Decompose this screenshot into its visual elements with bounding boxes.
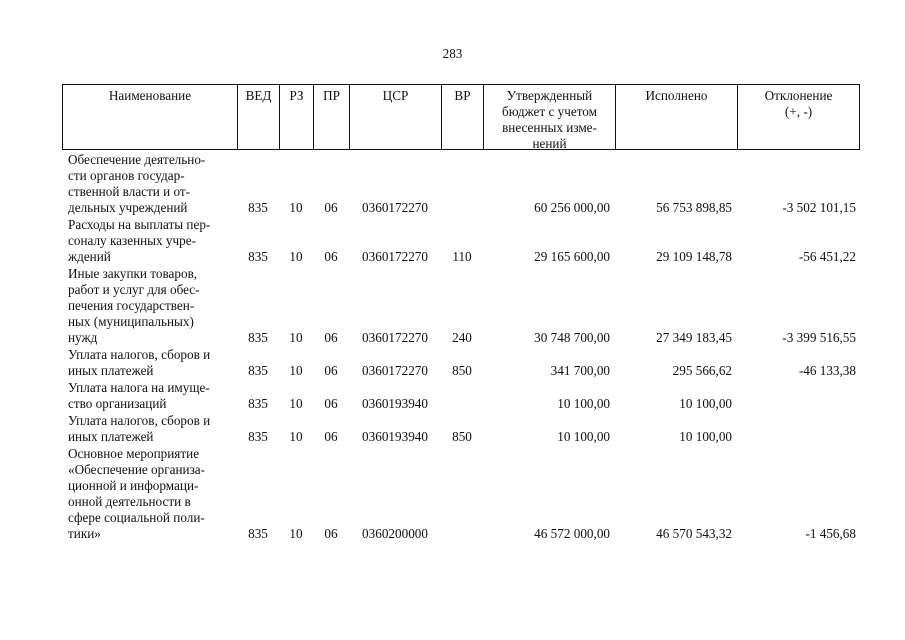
header-done: Исполнено	[615, 84, 737, 150]
row-rz: 10	[289, 396, 303, 411]
row-ved: 835	[248, 526, 268, 541]
row-name: Уплата налогов, сборов и иных платежей	[68, 413, 211, 444]
row-deviation: -3 399 516,55	[782, 330, 856, 345]
row-ved: 835	[248, 363, 268, 378]
row-ved: 835	[248, 249, 268, 264]
row-done: 10 100,00	[679, 396, 732, 411]
row-budget: 60 256 000,00	[534, 200, 610, 215]
header-name: Наименование	[62, 84, 237, 150]
row-pr: 06	[324, 396, 338, 411]
table-row	[62, 347, 860, 379]
header-deviation: Отклонение (+, -)	[737, 84, 860, 150]
row-pr: 06	[324, 363, 338, 378]
table-row	[62, 380, 860, 412]
row-csr: 0360200000	[362, 526, 428, 541]
row-deviation: -56 451,22	[798, 249, 856, 264]
budget-table	[62, 84, 860, 542]
row-csr: 0360172270	[362, 363, 428, 378]
row-ved: 835	[248, 330, 268, 345]
row-rz: 10	[289, 249, 303, 264]
header-vr: ВР	[441, 84, 483, 150]
row-name: Иные закупки товаров, работ и услуг для обес- печения государствен- ных (муниципальных) нужд	[68, 266, 200, 345]
row-done: 295 566,62	[672, 363, 732, 378]
row-budget: 341 700,00	[550, 363, 610, 378]
table-row	[62, 413, 860, 445]
row-name: Основное мероприятие «Обеспечение организа- ционной и информаци- онной деятельности в сфере социальной поли- тики»	[68, 446, 206, 541]
row-ved: 835	[248, 200, 268, 215]
row-budget: 10 100,00	[557, 396, 610, 411]
table-header	[62, 84, 860, 150]
row-pr: 06	[324, 429, 338, 444]
row-name: Расходы на выплаты пер- соналу казенных учре- ждений	[68, 217, 211, 264]
row-done: 27 349 183,45	[656, 330, 732, 345]
table-row	[62, 217, 860, 265]
row-deviation: -1 456,68	[805, 526, 856, 541]
row-csr: 0360172270	[362, 249, 428, 264]
row-name: Уплата налога на имуще- ство организаций	[68, 380, 210, 411]
row-rz: 10	[289, 526, 303, 541]
row-csr: 0360193940	[362, 429, 428, 444]
row-rz: 10	[289, 200, 303, 215]
row-name: Уплата налогов, сборов и иных платежей	[68, 347, 211, 378]
row-vr: 240	[452, 330, 472, 345]
row-ved: 835	[248, 429, 268, 444]
header-ved: ВЕД	[237, 84, 279, 150]
row-rz: 10	[289, 429, 303, 444]
row-done: 10 100,00	[679, 429, 732, 444]
row-rz: 10	[289, 363, 303, 378]
row-budget: 30 748 700,00	[534, 330, 610, 345]
row-vr: 850	[452, 363, 472, 378]
row-budget: 29 165 600,00	[534, 249, 610, 264]
row-pr: 06	[324, 200, 338, 215]
table-row	[62, 446, 860, 542]
header-budget: Утвержденный бюджет с учетом внесенных изме- нений	[483, 84, 615, 150]
header-pr: ПР	[313, 84, 349, 150]
table-row	[62, 152, 860, 216]
row-deviation: -46 133,38	[798, 363, 856, 378]
row-name: Обеспечение деятельно- сти органов государ- ственной власти и от- дельных учреждений	[68, 152, 206, 215]
row-deviation: -3 502 101,15	[782, 200, 856, 215]
row-csr: 0360172270	[362, 200, 428, 215]
row-csr: 0360193940	[362, 396, 428, 411]
row-pr: 06	[324, 249, 338, 264]
page-number: 283	[442, 46, 463, 61]
table-row	[62, 266, 860, 346]
row-done: 46 570 543,32	[656, 526, 732, 541]
row-done: 29 109 148,78	[656, 249, 732, 264]
row-done: 56 753 898,85	[656, 200, 732, 215]
table-body	[62, 150, 860, 542]
row-csr: 0360172270	[362, 330, 428, 345]
row-rz: 10	[289, 330, 303, 345]
row-budget: 10 100,00	[557, 429, 610, 444]
row-ved: 835	[248, 396, 268, 411]
header-rz: РЗ	[279, 84, 313, 150]
row-pr: 06	[324, 330, 338, 345]
header-csr: ЦСР	[349, 84, 441, 150]
row-vr: 850	[452, 429, 472, 444]
row-pr: 06	[324, 526, 338, 541]
row-budget: 46 572 000,00	[534, 526, 610, 541]
row-vr: 110	[452, 249, 472, 264]
